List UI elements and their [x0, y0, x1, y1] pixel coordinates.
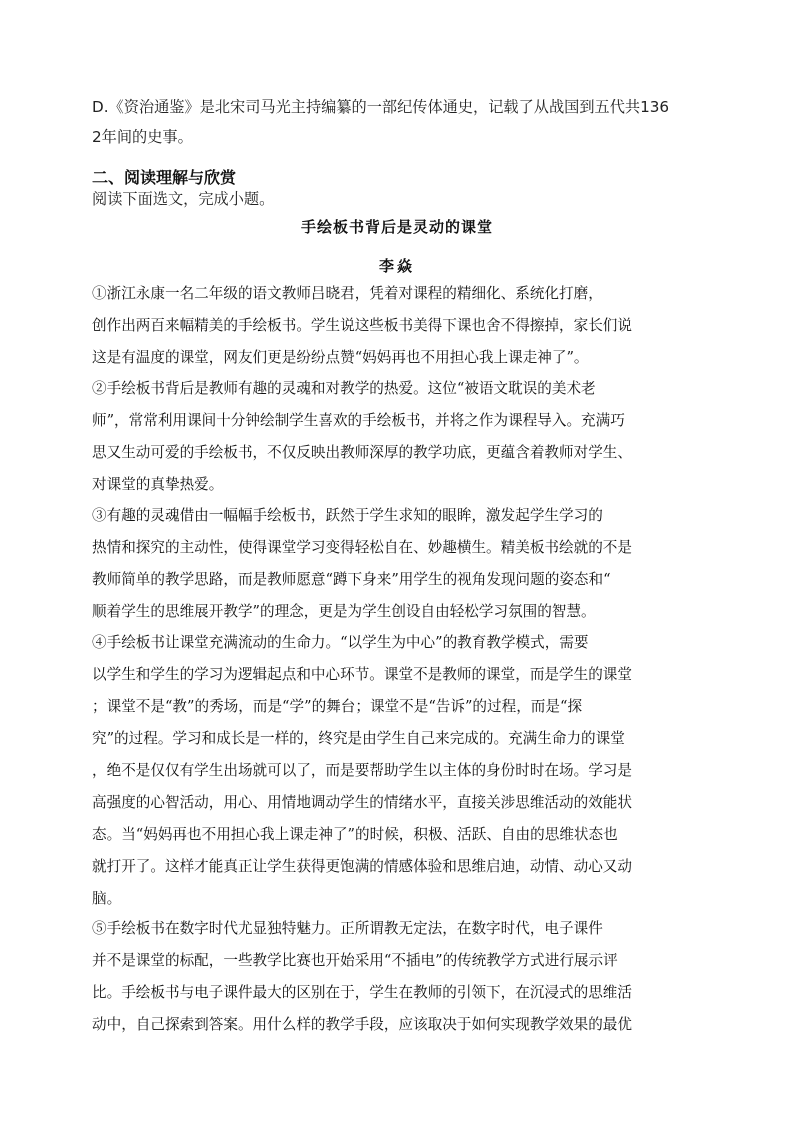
paragraph-line: ②手绘板书背后是教师有趣的灵魂和对教学的热爱。这位“被语文耽误的美术老	[92, 380, 596, 397]
paragraph-3	[92, 500, 696, 628]
paragraph-4	[92, 627, 696, 915]
article-author: 李焱	[378, 257, 415, 275]
reading-instruction: 阅读下面选文，完成小题。	[92, 190, 275, 208]
section-heading: 二、阅读理解与欣赏	[92, 168, 237, 187]
paragraph-line: ⑤手绘板书在数字时代尤显独特魅力。正所谓教无定法，在数字时代，电子课件	[92, 920, 603, 937]
paragraph-2	[92, 373, 696, 501]
paragraph-line: 顺着学生的思维展开教学”的理念，更是为学生创设自由轻松学习氛围的智慧。	[92, 603, 596, 620]
paragraph-line: ；课堂不是“教”的秀场，而是“学”的舞台；课堂不是“告诉”的过程，而是“探	[92, 698, 583, 715]
paragraph-line: 教师简单的教学思路，而是教师愿意“蹲下身来”用学生的视角发现问题的姿态和“	[92, 571, 611, 588]
paragraph-line: 脑。	[92, 890, 122, 907]
paragraph-line: 就打开了。这样才能真正让学生获得更饱满的情感体验和思维启迪，动情、动心又动	[92, 858, 632, 875]
paragraph-line: 并不是课堂的标配，一些教学比赛也开始采用“不插电”的传统教学方式进行展示评	[92, 952, 618, 969]
paragraph-line: ①浙江永康一名二年级的语文教师吕晓君，凭着对课程的精细化、系统化打磨，	[92, 285, 603, 302]
paragraph-line: 热情和探究的主动性，使得课堂学习变得轻松自在、妙趣横生。精美板书绘就的不是	[92, 539, 632, 556]
paragraph-line: 比。手绘板书与电子课件最大的区别在于，学生在教师的引领下，在沉浸式的思维活	[92, 984, 632, 1001]
paragraph-line: 对课堂的真挚热爱。	[92, 476, 224, 493]
option-d-line-1: D.《资治通鉴》是北宋司马光主持编纂的一部纪传体通史，记载了从战国到五代共136	[92, 98, 670, 116]
paragraph-line: 师”，常常利用课间十分钟绘制学生喜欢的手绘板书，并将之作为课程导入。充满巧	[92, 412, 625, 429]
paragraph-line: 态。当“妈妈再也不用担心我上课走神了”的时候，积极、活跃、自由的思维状态也	[92, 826, 618, 843]
paragraph-line: 这是有温度的课堂，网友们更是纷纷点赞“妈妈再也不用担心我上课走神了”。	[92, 349, 589, 366]
paragraph-1	[92, 278, 696, 374]
paragraph-line: 思又生动可爱的手绘板书，不仅反映出教师深厚的教学功底，更蕴含着教师对学生、	[92, 444, 632, 461]
paragraph-line: ，绝不是仅仅有学生出场就可以了，而是要帮助学生以主体的身份时时在场。学习是	[92, 762, 632, 779]
paragraph-line: 以学生和学生的学习为逻辑起点和中心环节。课堂不是教师的课堂，而是学生的课堂	[92, 666, 632, 683]
paragraph-line: 动中，自己探索到答案。用什么样的教学手段，应该取决于如何实现教学效果的最优	[92, 1016, 632, 1033]
paragraph-line: ④手绘板书让课堂充满流动的生命力。“以学生为中心”的教育教学模式，需要	[92, 634, 589, 651]
paragraph-line: ③有趣的灵魂借由一幅幅手绘板书，跃然于学生求知的眼眸，激发起学生学习的	[92, 507, 603, 524]
paragraph-line: 高强度的心智活动，用心、用情地调动学生的情绪水平，直接关涉思维活动的效能状	[92, 794, 632, 811]
paragraph-line: 创作出两百来幅精美的手绘板书。学生说这些板书美得下课也舍不得擦掉，家长们说	[92, 317, 632, 334]
paragraph-5	[92, 913, 696, 1041]
option-d-line-2: 2年间的史事。	[92, 128, 193, 146]
paragraph-line: 究”的过程。学习和成长是一样的，终究是由学生自己来完成的。充满生命力的课堂	[92, 730, 625, 747]
article-title: 手绘板书背后是灵动的课堂	[300, 218, 493, 236]
